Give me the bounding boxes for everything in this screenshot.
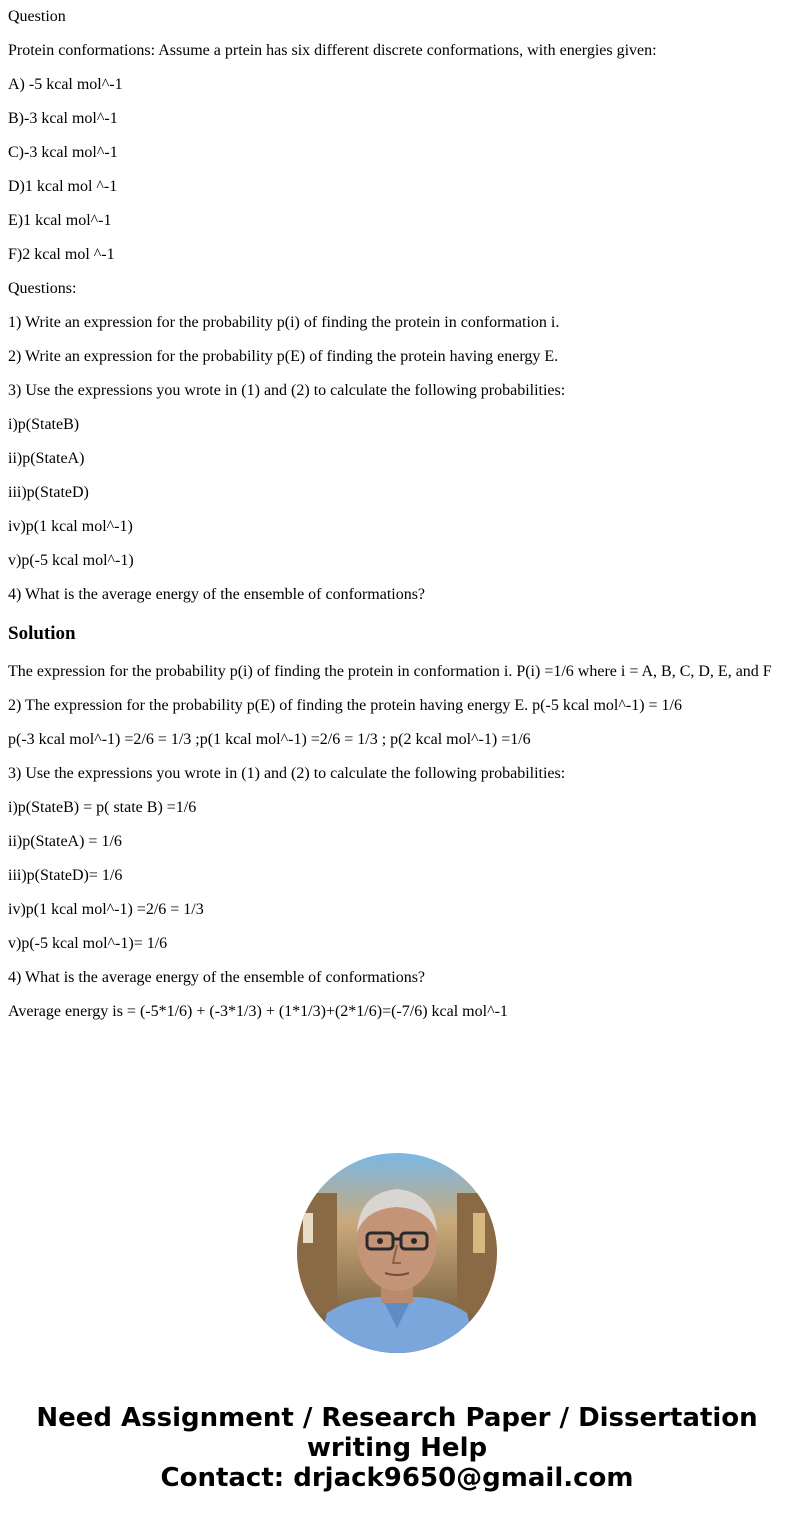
conformation-e: E)1 kcal mol^-1 xyxy=(8,212,112,229)
question-item: 4) What is the average energy of the ensemble of conformations? xyxy=(8,586,426,603)
author-avatar xyxy=(297,1153,497,1353)
conformation-b: B)-3 kcal mol^-1 xyxy=(8,110,118,127)
solution-line: 4) What is the average energy of the ensemble of conformations? xyxy=(8,969,426,986)
question-item: v)p(-5 kcal mol^-1) xyxy=(8,552,134,569)
footer-line-help: writing Help xyxy=(306,1433,488,1463)
question-item: iv)p(1 kcal mol^-1) xyxy=(8,518,133,535)
conformation-c: C)-3 kcal mol^-1 xyxy=(8,144,118,161)
conformation-a: A) -5 kcal mol^-1 xyxy=(8,76,123,93)
solution-line: iv)p(1 kcal mol^-1) =2/6 = 1/3 xyxy=(8,901,204,918)
solution-line: 2) The expression for the probability p(E) of finding the protein having energy E. p(-5 kcal mol^-1) = 1/6 xyxy=(8,697,682,714)
question-item: ii)p(StateA) xyxy=(8,450,85,467)
question-item: 2) Write an expression for the probability p(E) of finding the protein having energy E. xyxy=(8,348,559,365)
question-item: iii)p(StateD) xyxy=(8,484,89,501)
person-portrait-icon xyxy=(297,1153,497,1353)
question-intro: Protein conformations: Assume a prtein has six different discrete conformations, with energies given: xyxy=(8,42,657,59)
question-item: 1) Write an expression for the probability p(i) of finding the protein in conformation i. xyxy=(8,314,560,331)
contact-footer xyxy=(0,1403,794,1493)
questions-label: Questions: xyxy=(8,280,77,297)
footer-line-contact: Contact: drjack9650@gmail.com xyxy=(160,1463,634,1493)
solution-line: v)p(-5 kcal mol^-1)= 1/6 xyxy=(8,935,168,952)
question-heading: Question xyxy=(8,8,66,25)
solution-line: Average energy is = (-5*1/6) + (-3*1/3) + (1*1/3)+(2*1/6)=(-7/6) kcal mol^-1 xyxy=(8,1003,508,1020)
solution-line: i)p(StateB) = p( state B) =1/6 xyxy=(8,799,197,816)
footer-line-assignment: Need Assignment / Research Paper / Dissertation xyxy=(36,1403,758,1433)
question-item: 3) Use the expressions you wrote in (1) and (2) to calculate the following probabilities: xyxy=(8,382,566,399)
solution-line: p(-3 kcal mol^-1) =2/6 = 1/3 ;p(1 kcal mol^-1) =2/6 = 1/3 ; p(2 kcal mol^-1) =1/6 xyxy=(8,731,531,748)
conformation-f: F)2 kcal mol ^-1 xyxy=(8,246,115,263)
solution-line: iii)p(StateD)= 1/6 xyxy=(8,867,123,884)
solution-line: ii)p(StateA) = 1/6 xyxy=(8,833,122,850)
solution-line: 3) Use the expressions you wrote in (1) and (2) to calculate the following probabilities: xyxy=(8,765,566,782)
solution-line: The expression for the probability p(i) of finding the protein in conformation i. P(i) =1/6 where i = A, B, C, D, E, and F xyxy=(8,663,772,680)
solution-heading: Solution xyxy=(8,623,76,644)
conformation-d: D)1 kcal mol ^-1 xyxy=(8,178,118,195)
question-item: i)p(StateB) xyxy=(8,416,80,433)
